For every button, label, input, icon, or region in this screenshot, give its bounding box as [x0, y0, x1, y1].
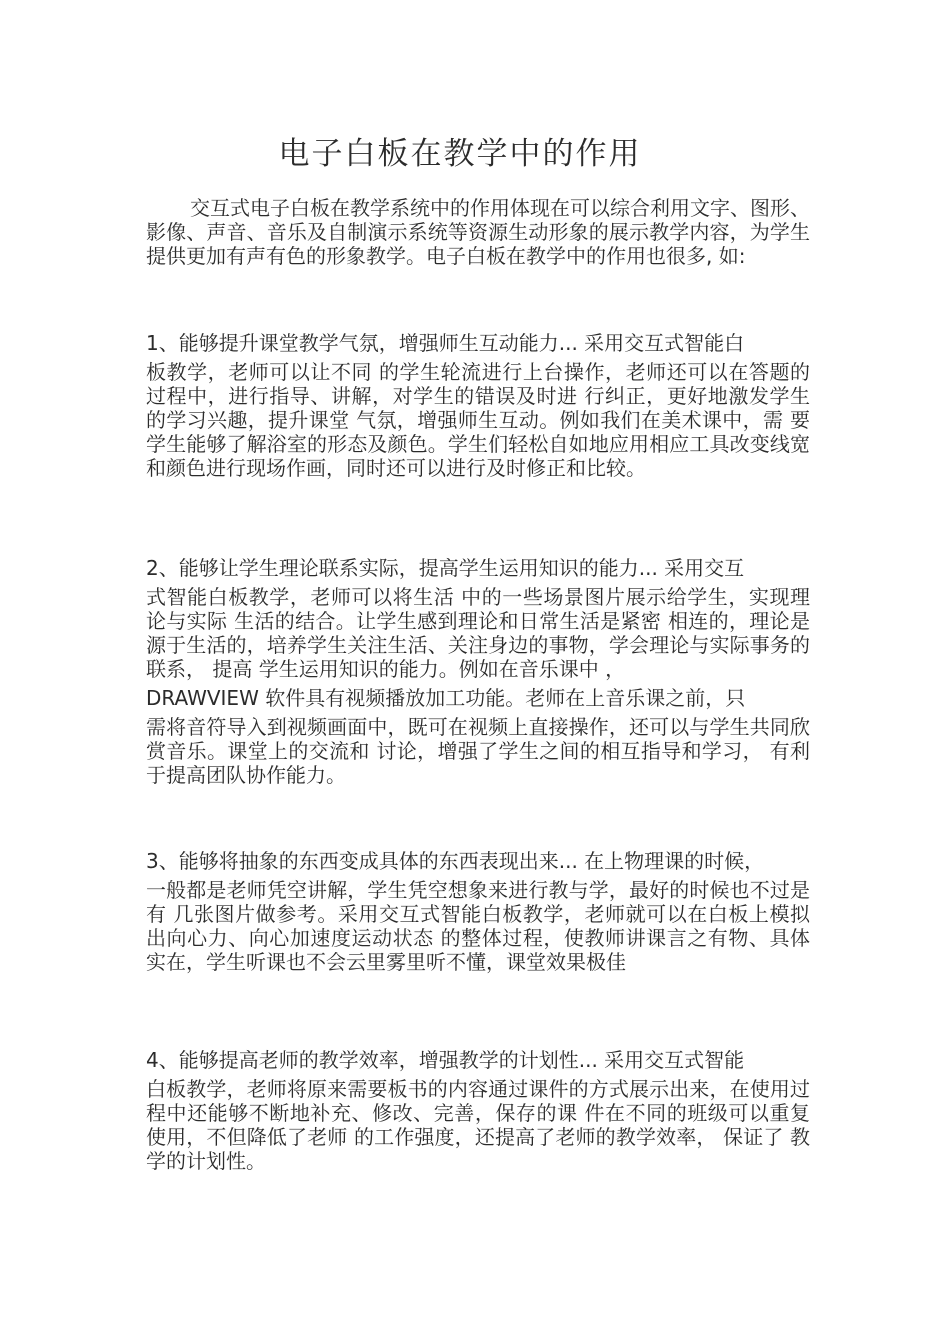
- section-4-heading: 4、能够提高老师的教学效率，增强教学的计划性... 采用交互式智能: [146, 1048, 745, 1072]
- section-1-heading: 1、能够提升课堂教学气氛，增强师生互动能力... 采用交互式智能白: [146, 331, 745, 355]
- intro-paragraph: 交互式电子白板在教学系统中的作用体现在可以综合利用文字、图形、影像、声音、音乐及自制演示系统等资源生动形象的展示教学内容，为学生提供更加有声有色的形象教学。电子白板在教学中的作用也很多, 如:: [146, 196, 810, 268]
- section-2-body: 式智能白板教学，老师可以将生活 中的一些场景图片展示给学生，实现理论与实际 生活的结合。让学生感到理论和日常生活是紧密 相连的，理论是源于生活的，培养学生关注生活、关注身边的事物，学会理论与实际事务的联系， 提高 学生运用知识的能力。例如在音乐课中 ，: [146, 585, 810, 681]
- section-2-tail: 需将音符导入到视频画面中，既可在视频上直接操作，还可以与学生共同欣赏音乐。课堂上的交流和 讨论，增强了学生之间的相互指导和学习， 有利于提高团队协作能力。: [146, 715, 810, 787]
- section-4-body: 白板教学，老师将原来需要板书的内容通过课件的方式展示出来，在使用过 程中还能够不断地补充、修改、完善，保存的课 件在不同的班级可以重复使用，不但降低了老师 的工作强度，还提高了老师的教学效率， 保证了 教学的计划性。: [146, 1077, 810, 1173]
- section-3: [146, 844, 810, 974]
- section-1-body: 板教学，老师可以让不同 的学生轮流进行上台操作，老师还可以在答题的 过程中，进行指导、讲解，对学生的错误及时进 行纠正，更好地激发学生的学习兴趣，提升课堂 气氛，增强师生互动。例如我们在美术课中，需 要学生能够了解浴室的形态及颜色。学生们轻松自如地应用相应工具改变线宽和颜色进行现场作画，同时还可以进行及时修正和比较。: [146, 360, 810, 480]
- section-1: [146, 326, 810, 480]
- section-2: [146, 551, 810, 787]
- section-3-body: 一般都是老师凭空讲解，学生凭空想象来进行教与学，最好的时候也不过是有 几张图片做参考。采用交互式智能白板教学，老师就可以在白板上模拟出向心力、向心加速度运动状态 的整体过程，使教师讲课言之有物、具体实在，学生听课也不会云里雾里听不懂，课堂效果极佳: [146, 878, 810, 974]
- section-2-heading: 2、能够让学生理论联系实际，提高学生运用知识的能力... 采用交互: [146, 556, 745, 580]
- section-3-heading: 3、能够将抽象的东西变成具体的东西表现出来... 在上物理课的时候，: [146, 849, 765, 873]
- section-2-software-line: DRAWVIEW 软件具有视频播放加工功能。老师在上音乐课之前，只: [146, 686, 746, 710]
- section-4: [146, 1043, 810, 1173]
- document-title: 电子白板在教学中的作用: [278, 136, 642, 172]
